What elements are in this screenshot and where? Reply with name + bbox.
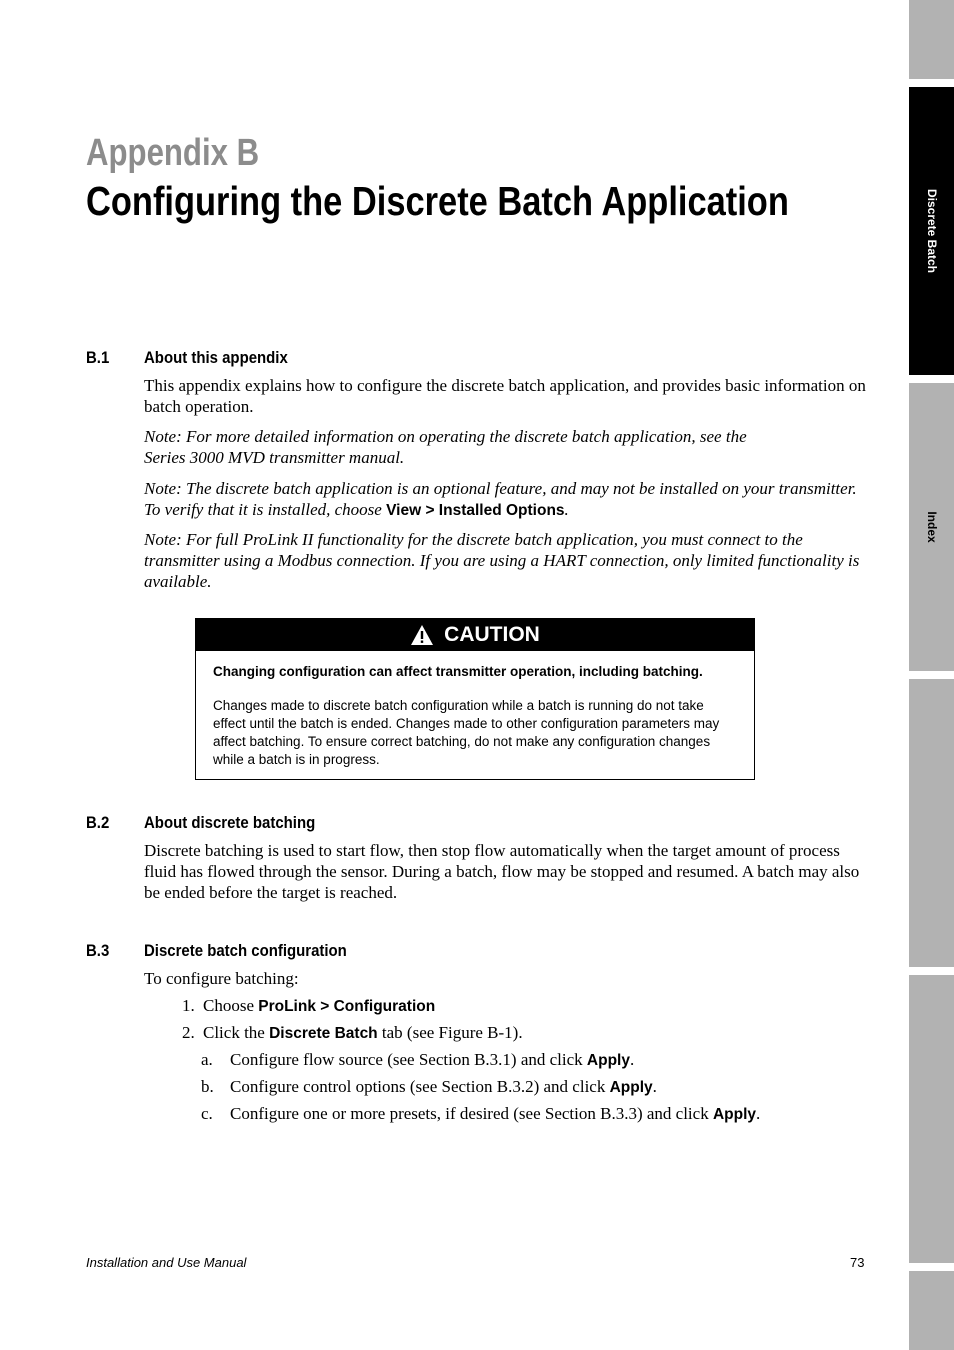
list-letter: a. bbox=[201, 1050, 213, 1069]
side-tab-discrete-batch[interactable] bbox=[909, 87, 954, 375]
caution-bold-text: Changing configuration can affect transmitter operation, including batching. bbox=[213, 664, 703, 679]
caution-text: Changes made to discrete batch configuration while a batch is running do not take effect until the batch is ended. Changes made to other configuration parameters may affect batching. To ensure correct batching, do not make any configuration changes while a batch is in progress. bbox=[213, 698, 720, 767]
side-tab-6[interactable] bbox=[909, 1271, 954, 1350]
list-number: 1. bbox=[182, 996, 195, 1015]
list-text: Configure control options (see Section B.3.2) and click bbox=[230, 1077, 610, 1096]
side-tab-label: Discrete Batch bbox=[924, 188, 939, 274]
list-text: . bbox=[652, 1077, 657, 1096]
list-text: tab (see Figure B-1). bbox=[377, 1023, 523, 1042]
list-text: . bbox=[756, 1104, 761, 1123]
side-tab-4[interactable] bbox=[909, 679, 954, 967]
list-number: 2. bbox=[182, 1023, 195, 1042]
list-item bbox=[182, 1022, 523, 1044]
footer-manual-title: Installation and Use Manual bbox=[86, 1255, 247, 1270]
list-text: Choose bbox=[203, 996, 259, 1015]
paragraph: To configure batching: bbox=[144, 969, 299, 988]
button-name: Apply bbox=[586, 1052, 630, 1069]
side-tab-label: Index bbox=[924, 511, 939, 543]
section-title: Discrete batch configuration bbox=[144, 941, 347, 960]
section-title: About this appendix bbox=[144, 348, 288, 367]
note-text: . bbox=[564, 500, 569, 519]
list-item bbox=[201, 1049, 634, 1071]
list-letter: b. bbox=[201, 1077, 214, 1096]
list-text: Click the bbox=[203, 1023, 270, 1042]
note bbox=[144, 478, 869, 521]
section-number: B.3 bbox=[86, 941, 110, 960]
section-number: B.2 bbox=[86, 813, 110, 832]
list-text: Configure one or more presets, if desired (see Section B.3.3) and click bbox=[230, 1104, 713, 1123]
menu-path: View > Installed Options bbox=[386, 502, 565, 519]
list-text: Configure flow source (see Section B.3.1) and click bbox=[230, 1050, 587, 1069]
caution-box bbox=[195, 618, 755, 780]
page-number: 73 bbox=[850, 1255, 865, 1270]
caution-header bbox=[196, 619, 754, 651]
tab-name: Discrete Batch bbox=[269, 1025, 378, 1042]
side-tab-5[interactable] bbox=[909, 975, 954, 1263]
menu-path: ProLink > Configuration bbox=[258, 998, 436, 1015]
note: Note: For full ProLink II functionality for the discrete batch application, you must connect to the transmitter using a Modbus connection. If you are using a HART connection, only limited functionality is available. bbox=[144, 530, 860, 591]
list-text: . bbox=[629, 1050, 635, 1069]
button-name: Apply bbox=[712, 1106, 757, 1123]
list-item bbox=[201, 1076, 657, 1098]
caution-label: CAUTION bbox=[444, 623, 540, 646]
note: Note: For more detailed information on operating the discrete batch application, see the Series 3000 MVD transmitter manual. bbox=[144, 427, 747, 467]
section-title: About discrete batching bbox=[144, 813, 316, 832]
page-title: Configuring the Discrete Batch Application bbox=[86, 178, 789, 224]
list-item bbox=[201, 1103, 760, 1125]
caution-body bbox=[196, 651, 754, 769]
section-number: B.1 bbox=[86, 348, 110, 367]
side-tab-1[interactable] bbox=[909, 0, 954, 79]
paragraph: Discrete batching is used to start flow, then stop flow automatically when the target amount of process fluid has flowed through the sensor. During a batch, flow may be stopped and resumed. A batch may also be ended before the target is reached. bbox=[144, 841, 860, 902]
side-tab-index[interactable] bbox=[909, 383, 954, 671]
warning-icon bbox=[410, 624, 434, 646]
note-text: Note: The discrete batch application is an optional feature, and may not be installed on your transmitter. To verify that it is installed, choose bbox=[144, 479, 857, 519]
list-letter: c. bbox=[201, 1104, 213, 1123]
paragraph: This appendix explains how to configure the discrete batch application, and provides basic information on batch operation. bbox=[144, 376, 866, 416]
list-item bbox=[182, 995, 435, 1017]
appendix-label: Appendix B bbox=[86, 132, 260, 174]
button-name: Apply bbox=[609, 1079, 653, 1096]
